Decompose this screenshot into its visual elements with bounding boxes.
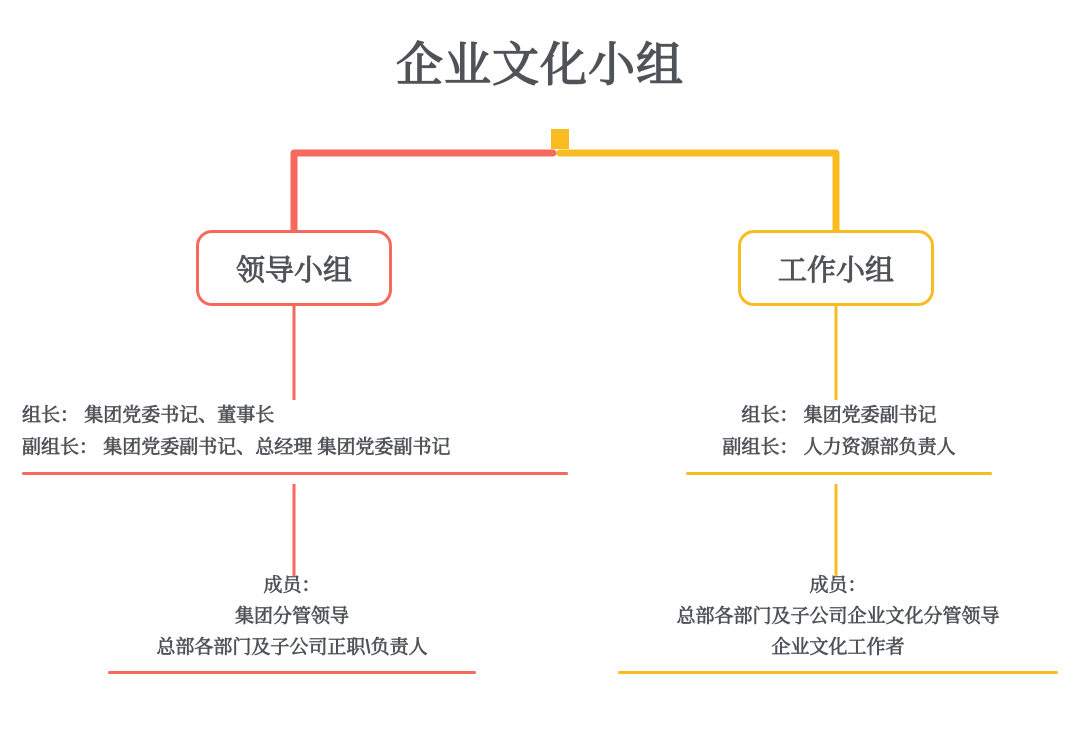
leading-group-member-2: 总部各部门及子公司正职\负责人 [156,637,428,658]
working-group-members [618,570,1058,674]
working-group-roles-underline [686,472,992,475]
working-group-member-1: 总部各部门及子公司企业文化分管领导 [676,606,1000,627]
leading-group-roles [22,400,568,475]
leading-group-members-underline [108,671,476,674]
leading-group-members-heading: 成员： [263,575,321,596]
node-working-group[interactable] [738,230,934,306]
leading-group-member-1: 集团分管领导 [234,606,349,627]
leading-group-role-leader: 组长： 集团党委书记、董事长 [22,405,275,426]
node-working-group-label: 工作小组 [777,254,894,287]
node-leading-group-label: 领导小组 [235,254,352,287]
connector-left-top [294,153,553,230]
node-leading-group[interactable] [196,230,392,306]
connector-right-top [560,153,836,230]
page-title: 企业文化小组 [396,38,684,91]
working-group-role-deputy: 副组长： 人力资源部负责人 [722,437,956,458]
working-group-members-underline [618,671,1058,674]
working-group-member-2: 企业文化工作者 [771,637,905,658]
working-group-role-leader: 组长： 集团党委副书记 [741,405,937,426]
working-group-roles [686,400,992,475]
working-group-members-heading: 成员： [809,575,867,596]
leading-group-roles-underline [22,472,568,475]
root-junction-marker [551,129,569,149]
leading-group-members [108,570,476,674]
leading-group-role-deputy: 副组长： 集团党委副书记、总经理 集团党委副书记 [22,437,451,458]
